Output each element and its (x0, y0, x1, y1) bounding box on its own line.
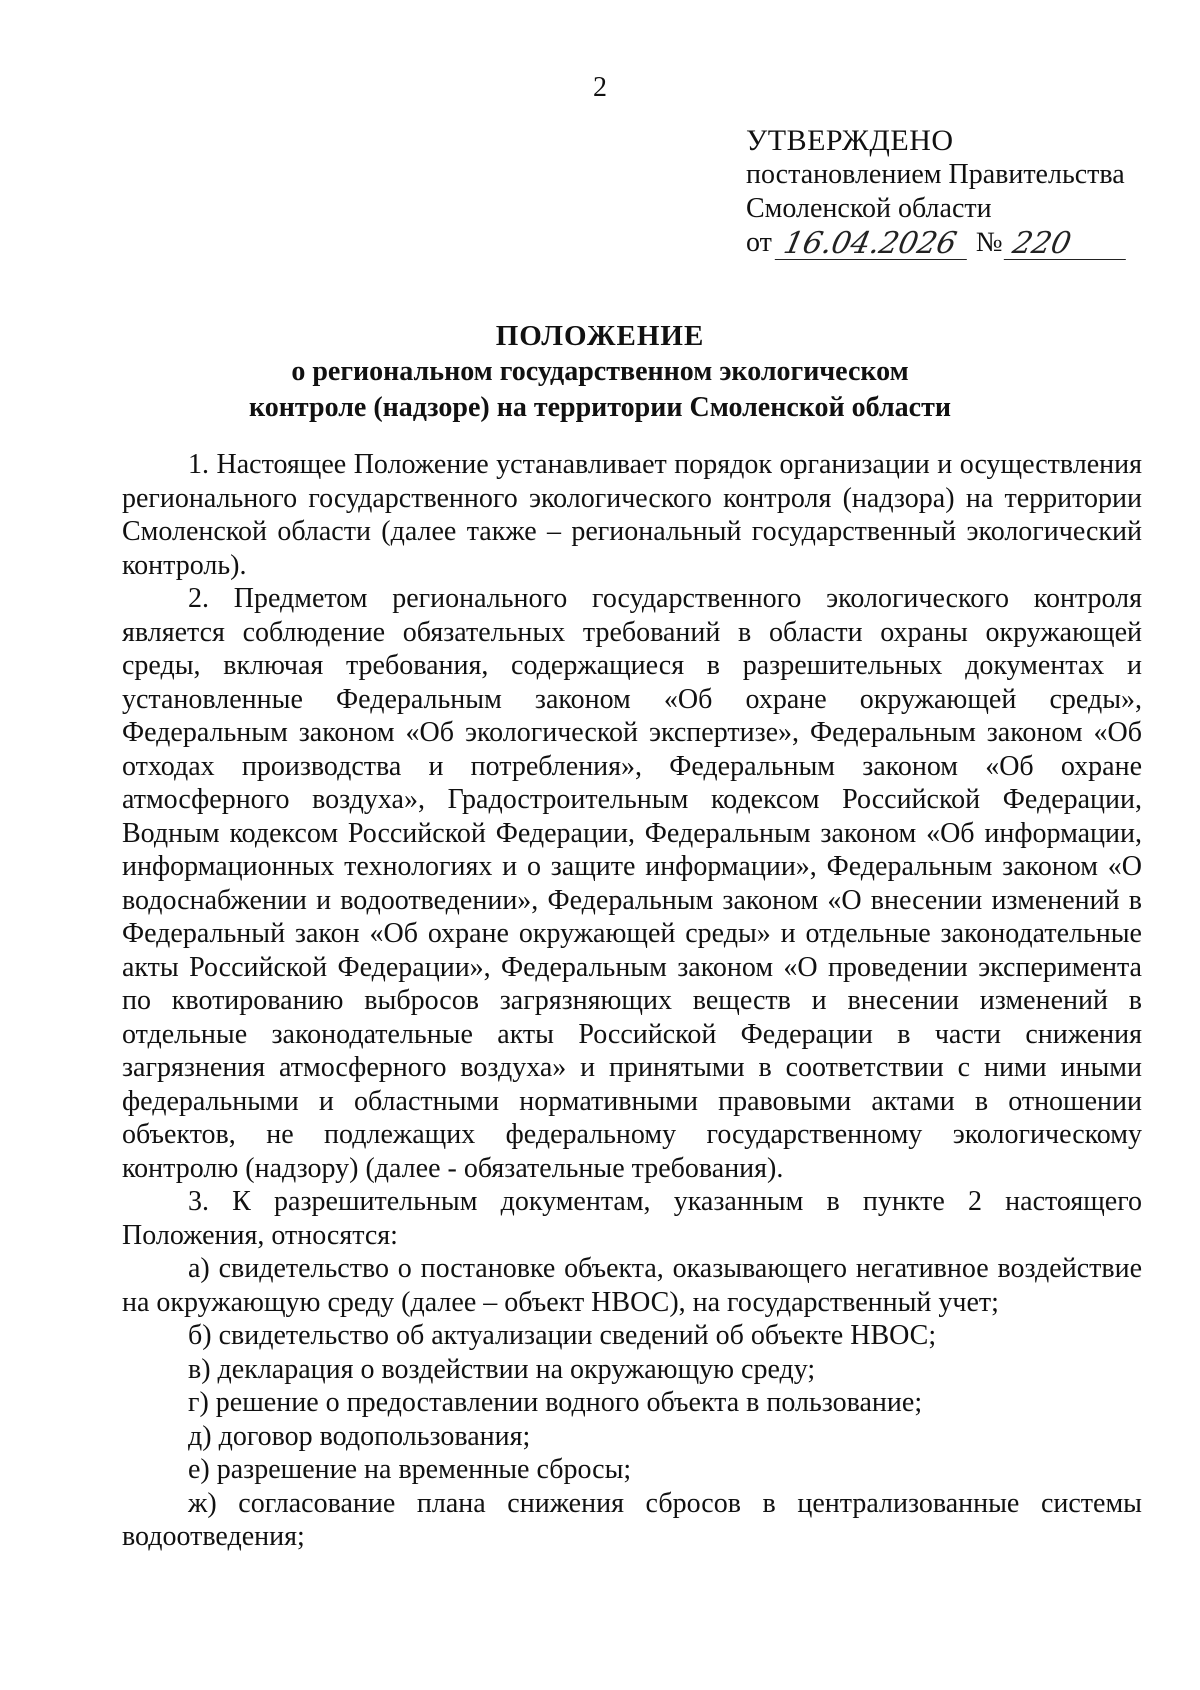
list-item-zh: ж) согласование плана снижения сбросов в централизованные системы водоотведения; (122, 1487, 1142, 1552)
approval-stamp: УТВЕРЖДЕНО (746, 124, 954, 157)
document-title (0, 318, 1200, 426)
title-main: ПОЛОЖЕНИЕ (495, 320, 705, 352)
list-item-d: д) договор водопользования; (188, 1420, 531, 1452)
list-item-v: в) декларация о воздействии на окружающую среду; (188, 1353, 816, 1385)
approval-line-2: Смоленской области (746, 193, 992, 224)
list-item-e: е) разрешение на временные сбросы; (188, 1454, 632, 1485)
approval-line-1: постановлением Правительства (746, 159, 1125, 190)
list-item-g: г) решение о предоставлении водного объекта в пользование; (188, 1387, 923, 1418)
paragraph-3: 3. К разрешительным документам, указанным в пункте 2 настоящего Положения, относятся: (122, 1186, 1142, 1251)
list-item-b: б) свидетельство об актуализации сведений об объекте НВОС; (188, 1320, 937, 1351)
handwritten-number: 220 (1003, 229, 1132, 260)
number-sign: № (975, 227, 1003, 258)
approval-date-line (746, 226, 1156, 260)
page-number: 2 (593, 72, 607, 103)
approval-block (746, 124, 1156, 260)
date-prefix: от (746, 227, 772, 258)
title-sub-2: контроле (надзоре) на территории Смоленской области (249, 392, 951, 423)
paragraph-1: 1. Настоящее Положение устанавливает порядок организации и осуществления регионального государственного экологического контроля (надзора) на территории Смоленской области (далее также – региональный государственный экологический контроль). (122, 449, 1142, 581)
list-item-a: а) свидетельство о постановке объекта, оказывающего негативное воздействие на окружающую среду (далее – объект НВОС), на государственный учет; (122, 1253, 1142, 1318)
paragraph-2: 2. Предметом регионального государственного экологического контроля является соблюдение обязательных требований в области охраны окружающей среды, включая требования, содержащиеся в разрешительных документах и установленные Федеральным законом «Об охране окружающей среды», Федеральным законом «Об экологической экспертизе», Федеральным законом «Об отходах производства и потребления», Федеральным законом «Об охране атмосферного воздуха», Градостроительным кодексом Российской Федерации, Водным кодексом Российской Федерации, Федеральным законом «Об информации, информационных технологиях и о защите информации», Федеральным законом «О водоснабжении и водоотведении», Федеральным законом «О внесении изменений в Федеральный закон «Об охране окружающей среды» и отдельные законодательные акты Российской Федерации», Федеральным законом «О проведении эксперимента по квотированию выбросов загрязняющих веществ и внесении изменений в отдельные законодательные акты Российской Федерации в части снижения загрязнения атмосферного воздуха» и принятыми в соответствии с ними иными федеральными и областными нормативными правовыми актами в отношении объектов, не подлежащих федеральному государственному экологическому контролю (надзору) (далее - обязательные требования). (122, 583, 1142, 1184)
handwritten-date: 16.04.2026 (775, 229, 974, 260)
document-body (122, 448, 1142, 1554)
title-sub-1: о региональном государственном экологическом (291, 356, 909, 387)
